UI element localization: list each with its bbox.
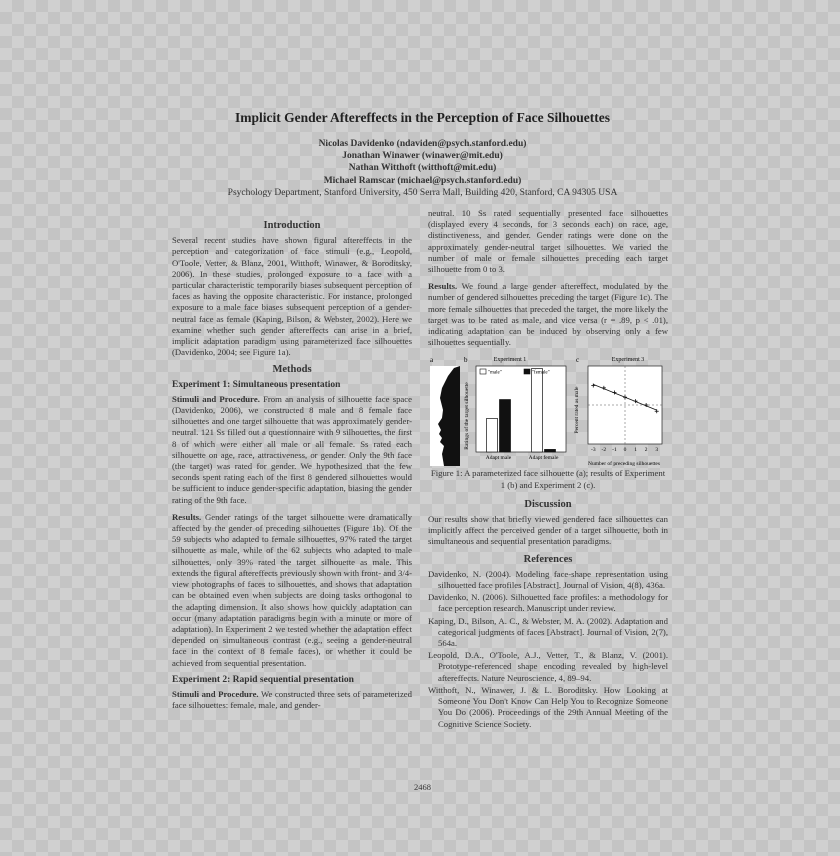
author-line: Nicolas Davidenko (ndaviden@psych.stanford.edu) xyxy=(318,139,527,149)
exp2-text: We constructed three sets of parameterized face silhouettes: female, male, and gender- xyxy=(172,688,412,711)
references-heading: References xyxy=(523,553,573,565)
results2-text: We found a large gender aftereffect, modulated by the number of gendered silhouettes preceding the target (Figure 1c). The more female silhouettes that preceded the target, the more likely the target was to be rated as male, and vice versa (r = .89, p < .01), indicating adaptation can be induced by observing only a few silhouettes sequentially. xyxy=(428,281,668,348)
chart-b-bar xyxy=(545,450,556,453)
results1-lead: Results. xyxy=(172,511,202,522)
chart-b-bar xyxy=(500,400,511,452)
panel-c-label: c xyxy=(576,356,580,365)
panel-b-label: b xyxy=(464,356,468,365)
exp2-paragraph xyxy=(172,689,412,711)
results2-lead: Results. xyxy=(428,281,458,292)
exp2-heading: Experiment 2: Rapid sequential presentation xyxy=(172,674,354,685)
figure-1-svg xyxy=(428,354,668,466)
figure-1 xyxy=(428,354,668,466)
paper-title: Implicit Gender Aftereffects in the Perception of Face Silhouettes xyxy=(235,110,610,125)
chart-b-legend-swatch xyxy=(524,369,530,374)
chart-b-bar xyxy=(532,369,543,452)
chart-c-xtick-label: -3 xyxy=(590,447,596,454)
reference-item: Davidenko, N. (2006). Silhouetted face profiles: a methodology for face perception research. Manuscript under review. xyxy=(428,592,668,614)
methods-heading: Methods xyxy=(272,364,312,376)
exp2-continued-paragraph: neutral. 10 Ss rated sequentially presented face silhouettes (displayed every 4 seconds, for 3 seconds each) on race, age, distinctiveness, and gender. Gender ratings were done on the approximately gender-neutral target silhouettes. We varied the number of male or female silhouettes preceding each target silhouette from 0 to 3. xyxy=(428,208,668,275)
panel-a-label: a xyxy=(430,356,434,365)
author-line: Nathan Witthoft (witthoft@mit.edu) xyxy=(348,163,497,174)
chart-b-xtick-label: Adapt male xyxy=(485,455,512,462)
chart-c-xlabel: Number of preceding silhouettes xyxy=(588,461,660,467)
chart-b-legend-swatch xyxy=(480,369,486,374)
chart-b xyxy=(476,366,566,461)
chart-b-title: Experiment 1 xyxy=(493,357,527,364)
chart-c-xtick-label: 0 xyxy=(623,447,627,454)
reference-item: Davidenko, N. (2004). Modeling face-shape representation using silhouetted face profiles [Abstract]. Journal of Vision, 4(8), 436a. xyxy=(428,568,668,591)
chart-b-xtick-label: Adapt female xyxy=(528,455,559,462)
discussion-heading: Discussion xyxy=(524,498,572,510)
exp1-text: From an analysis of silhouette face space (Davidenko, 2006), we constructed 8 male and 8 female face silhouettes and one target silhouette that was approximately gender-neutral. 121 Ss filled out a questionnaire with 9 silhouettes, the first 8 of which were either all male or all female. Ss rated each silhouette on age, race, attractiveness, or gender. Only the 9th face (the target) was rated for gender. We hypothesized that the few seconds spent rating each of the first 8 gendered silhouettes would be sufficient to induce gender-specific adaptation, biasing the gender rating of the 9th face. xyxy=(172,393,412,505)
reference-item: Witthoft, N., Winawer, J. & L. Boroditsky. How Looking at Someone You Don't Know Can Help You to Recognize Someone You Do (2006). Proceedings of the 29th Annual Meeting of the Cognitive Science Society. xyxy=(428,684,668,729)
chart-c-ylabel: Percent rated as male xyxy=(574,386,580,434)
author-line: Jonathan Winawer (winawer@mit.edu) xyxy=(342,151,503,162)
chart-b-ylabel: Ratings of the target silhouette xyxy=(464,382,470,451)
reference-list xyxy=(428,569,668,730)
results2-paragraph xyxy=(428,281,668,348)
paper-page xyxy=(150,70,695,790)
results1-paragraph xyxy=(172,512,412,669)
figure-caption: Figure 1: A parameterized face silhouette (a); results of Experiment 1 (b) and Experiment 2 (c). xyxy=(430,468,666,490)
results1-text: Gender ratings of the target silhouette were dramatically affected by the gender of preceding silhouettes (Figure 1b). Of the 59 subjects who adapted to female silhouettes, 97% rated the target silhouette as male, while of the 62 subjects who adapted to male silhouettes, only 39% rated the target silhouette as male. This extends the figural aftereffects previously shown with front- and 3/4-view photographs of faces to silhouettes, and shows that adaptation can be obtained even when subjects are doing tasks orthogonal to the adapting dimension. It also shows how quickly adaptation can occur (many adaptation paradigms begin with a minute or more of adaptation). In Experiment 2 we tested whether the adaptation effect depended on simultaneous contrast (e.g., seeing a gender-neutral face in the context of 8 female faces), or whether it could be achieved from sequential presentation. xyxy=(172,511,412,668)
intro-paragraph: Several recent studies have shown figural aftereffects in the perception and categorization of face stimuli (e.g., Leopold, O'Toole, Vetter, & Blanz, 2001, Witthoft, Winawer, & Boroditsky, 2006). In these studies, prolonged exposure to a face with a particular characteristic temporarily biases subsequent perception of faces as having the opposite characteristic. For instance, prolonged exposure to a male face biases subsequent perception of a gender-neutral face as female (Kaping, Bilson, & Webster, 2002). Here we examine whether such gender aftereffects can arise in a brief, implicit adaptation paradigm using parameterized face silhouettes (Davidenko, 2004; see Figure 1a). xyxy=(172,235,412,358)
chart-b-bar xyxy=(487,419,498,453)
chart-c-xtick-label: 1 xyxy=(634,447,637,454)
exp1-lead: Stimuli and Procedure. xyxy=(172,393,260,404)
chart-c-xtick-label: -1 xyxy=(612,447,617,454)
chart-b-legend-label: "male" xyxy=(488,370,502,376)
chart-b-legend-label: "female" xyxy=(532,370,550,376)
affiliation: Psychology Department, Stanford University, 450 Serra Mall, Building 420, Stanford, CA 94305 USA xyxy=(227,187,618,198)
exp1-paragraph xyxy=(172,394,412,506)
chart-c-xtick-label: 3 xyxy=(655,447,659,454)
chart-c-xtick-label: -2 xyxy=(601,447,607,454)
intro-heading: Introduction xyxy=(263,220,321,231)
reference-item: Leopold, D.A., O'Toole, A.J., Vetter, T., & Blanz, V. (2001). Prototype-referenced shape encoding revealed by high-level aftereffects. Nature Neuroscience, 4, 89–94. xyxy=(428,650,668,683)
page-number: 2468 xyxy=(414,782,431,792)
author-line: Michael Ramscar (michael@psych.stanford.edu) xyxy=(323,175,522,186)
exp2-lead: Stimuli and Procedure. xyxy=(172,688,259,699)
chart-c-xtick-label: 2 xyxy=(644,447,648,454)
discussion-paragraph: Our results show that briefly viewed gendered face silhouettes can implicitly affect the perceived gender of a target silhouette, both in simultaneous and sequential presentation paradigms. xyxy=(428,514,668,547)
author-block xyxy=(150,138,695,199)
exp1-heading: Experiment 1: Simultaneous presentation xyxy=(172,379,341,390)
chart-c xyxy=(588,366,662,453)
chart-c-title: Experiment 3 xyxy=(611,357,645,364)
reference-item: Kaping, D., Bilson, A. C., & Webster, M. A. (2002). Adaptation and categorical judgments of faces [Abstract]. Journal of Vision, 2(7), 564a. xyxy=(428,615,668,649)
right-column xyxy=(428,208,668,731)
left-column xyxy=(172,218,412,717)
